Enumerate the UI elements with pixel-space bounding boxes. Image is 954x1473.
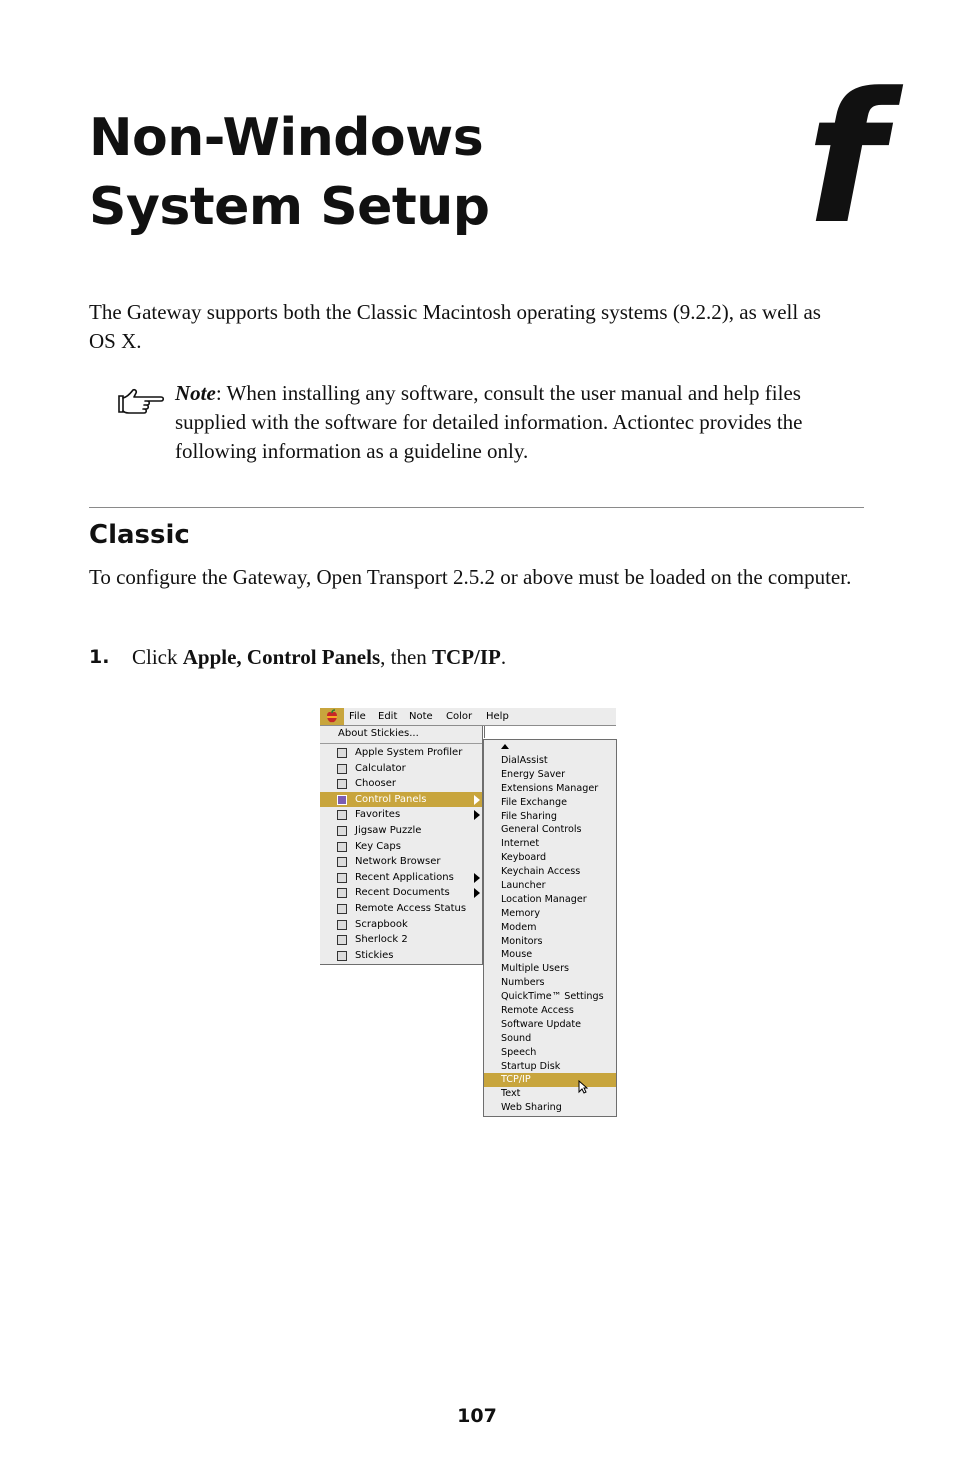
control-panel-software-update[interactable]	[484, 1018, 616, 1032]
menu-item-label: Chooser	[355, 778, 397, 790]
menu-item-label: Calculator	[355, 762, 406, 774]
control-panel-modem[interactable]	[484, 921, 616, 935]
control-panel-label: File Exchange	[501, 796, 567, 808]
control-panel-label: Text	[501, 1088, 521, 1100]
control-panel-label: Software Update	[501, 1018, 582, 1030]
menu-item-scrapbook[interactable]	[320, 917, 482, 933]
menu-item-label: Recent Documents	[355, 887, 450, 899]
control-panel-quicktime-settings[interactable]	[484, 990, 616, 1004]
calculator-icon	[337, 764, 347, 774]
menu-item-label: Remote Access Status	[355, 902, 467, 914]
step-bold-tcpip: TCP/IP	[432, 645, 501, 669]
profiler-icon	[337, 748, 347, 758]
menu-item-label: Network Browser	[355, 856, 441, 868]
menu-item-apple-system-profiler[interactable]	[320, 745, 482, 761]
pointing-hand-icon	[117, 388, 167, 416]
menu-item-stickies[interactable]	[320, 948, 482, 964]
favorites-icon	[337, 810, 347, 820]
puzzle-icon	[337, 826, 347, 836]
step-text-3: .	[500, 645, 507, 669]
control-panel-label: Extensions Manager	[501, 782, 599, 794]
control-panels-submenu	[483, 739, 617, 1117]
control-panel-dialassist[interactable]	[484, 754, 616, 768]
recent-docs-icon	[337, 888, 347, 898]
control-panel-label: Startup Disk	[501, 1060, 561, 1072]
network-browser-icon	[337, 857, 347, 867]
control-panel-label: General Controls	[501, 824, 582, 836]
menu-item-calculator[interactable]	[320, 761, 482, 777]
control-panel-label: Remote Access	[501, 1005, 574, 1017]
control-panel-tcp-ip[interactable]	[484, 1073, 616, 1087]
menubar-color[interactable]: Color	[446, 711, 473, 722]
note-paragraph	[175, 379, 815, 466]
control-panel-label: Energy Saver	[501, 768, 566, 780]
sherlock-icon	[337, 935, 347, 945]
mouse-cursor-icon	[578, 1080, 588, 1094]
control-panel-label: File Sharing	[501, 810, 557, 822]
control-panel-label: Keyboard	[501, 852, 547, 864]
chooser-icon	[337, 779, 347, 789]
menu-item-label: Apple System Profiler	[355, 747, 463, 758]
menu-item-about-stickies[interactable]: About Stickies...	[338, 728, 419, 739]
control-panel-web-sharing[interactable]	[484, 1101, 616, 1115]
control-panel-label: Memory	[501, 907, 541, 919]
control-panel-general-controls[interactable]	[484, 823, 616, 837]
menu-item-remote-access-status[interactable]	[320, 901, 482, 917]
menu-item-recent-applications[interactable]	[320, 870, 482, 886]
control-panel-label: Internet	[501, 838, 540, 850]
menubar-note[interactable]: Note	[409, 711, 433, 722]
section-body: To configure the Gateway, Open Transport 2.5.2 or above must be loaded on the computer.	[89, 565, 852, 589]
control-panels-icon	[337, 795, 347, 805]
menu-item-sherlock-2[interactable]	[320, 932, 482, 948]
control-panel-multiple-users[interactable]	[484, 962, 616, 976]
control-panel-label: Launcher	[501, 880, 546, 892]
control-panel-label: Web Sharing	[501, 1102, 562, 1114]
control-panels-items	[484, 754, 616, 1115]
control-panel-file-sharing[interactable]	[484, 810, 616, 824]
menubar-help[interactable]: Help	[486, 711, 509, 722]
page-number: 107	[457, 1405, 497, 1427]
menu-item-label: Sherlock 2	[355, 934, 408, 946]
submenu-arrow-icon	[474, 888, 480, 898]
apple-menu-dropdown	[320, 726, 483, 965]
control-panel-label: Modem	[501, 921, 537, 933]
menu-item-label: Jigsaw Puzzle	[355, 824, 422, 836]
control-panel-label: Keychain Access	[501, 866, 581, 878]
control-panel-text[interactable]	[484, 1087, 616, 1101]
control-panel-keychain-access[interactable]	[484, 865, 616, 879]
control-panel-label: Sound	[501, 1032, 532, 1044]
chapter-title-line-1: Non-Windows	[89, 108, 484, 168]
control-panel-label: QuickTime™ Settings	[501, 991, 604, 1003]
control-panel-label: TCP/IP	[501, 1074, 531, 1086]
step-instruction	[132, 643, 506, 672]
menu-separator	[320, 743, 482, 744]
scrapbook-icon	[337, 920, 347, 930]
step-number: 1.	[89, 646, 110, 668]
control-panel-memory[interactable]	[484, 907, 616, 921]
apple-logo-icon	[320, 708, 344, 725]
submenu-arrow-icon	[474, 810, 480, 820]
apple-menu-items	[320, 745, 482, 963]
menu-item-recent-documents[interactable]	[320, 885, 482, 901]
chapter-letter: f	[806, 55, 885, 264]
menu-item-label: Control Panels	[355, 793, 427, 805]
step-text-1: Click	[132, 645, 183, 669]
chapter-title-line-2: System Setup	[89, 177, 490, 237]
control-panel-extensions-manager[interactable]	[484, 782, 616, 796]
submenu-arrow-icon	[474, 795, 480, 805]
control-panel-label: Monitors	[501, 935, 543, 947]
remote-access-icon	[337, 904, 347, 914]
menu-item-control-panels[interactable]	[320, 792, 482, 808]
control-panel-label: DialAssist	[501, 755, 548, 766]
menu-item-favorites[interactable]	[320, 807, 482, 823]
menu-item-label: Stickies	[355, 949, 394, 961]
control-panel-file-exchange[interactable]	[484, 796, 616, 810]
section-heading-classic: Classic	[89, 520, 190, 550]
control-panel-label: Mouse	[501, 949, 533, 961]
step-bold-apple-control-panels: Apple, Control Panels	[182, 645, 381, 669]
control-panel-internet[interactable]	[484, 837, 616, 851]
apple-menu-button[interactable]	[320, 708, 344, 725]
mac-menu-screenshot	[320, 708, 616, 1116]
mac-menubar	[320, 708, 616, 726]
scroll-up-arrow-icon[interactable]	[501, 744, 509, 749]
key-caps-icon	[337, 842, 347, 852]
control-panel-label: Speech	[501, 1046, 537, 1058]
submenu-arrow-icon	[474, 873, 480, 883]
menu-item-key-caps[interactable]	[320, 839, 482, 855]
control-panel-speech[interactable]	[484, 1046, 616, 1060]
recent-apps-icon	[337, 873, 347, 883]
control-panel-launcher[interactable]	[484, 879, 616, 893]
menu-item-jigsaw-puzzle[interactable]	[320, 823, 482, 839]
menu-item-chooser[interactable]	[320, 776, 482, 792]
control-panel-energy-saver[interactable]	[484, 768, 616, 782]
step-text-2: , then	[380, 645, 433, 669]
menu-item-network-browser[interactable]	[320, 854, 482, 870]
control-panel-startup-disk[interactable]	[484, 1060, 616, 1074]
control-panel-label: Numbers	[501, 977, 545, 989]
note-label: Note	[175, 381, 216, 405]
menu-item-label: Favorites	[355, 809, 401, 821]
menu-item-label: Key Caps	[355, 840, 401, 852]
intro-paragraph: The Gateway supports both the Classic Macintosh operating systems (9.2.2), as well as OS X.	[89, 300, 821, 353]
control-panel-monitors[interactable]	[484, 935, 616, 949]
control-panel-sound[interactable]	[484, 1032, 616, 1046]
control-panel-remote-access[interactable]	[484, 1004, 616, 1018]
control-panel-numbers[interactable]	[484, 976, 616, 990]
chapter-title	[89, 104, 490, 242]
control-panel-label: Location Manager	[501, 893, 587, 905]
control-panel-location-manager[interactable]	[484, 893, 616, 907]
control-panel-keyboard[interactable]	[484, 851, 616, 865]
note-text: : When installing any software, consult the user manual and help files supplied with the software for detailed information. Actiontec provides the following information as a guideline only.	[175, 381, 803, 463]
menu-item-label: Recent Applications	[355, 871, 454, 883]
menu-item-label: Scrapbook	[355, 918, 408, 930]
stickies-icon	[337, 951, 347, 961]
menubar-file[interactable]: File	[349, 711, 366, 722]
control-panel-mouse[interactable]	[484, 948, 616, 962]
control-panel-label: Multiple Users	[501, 963, 570, 975]
menubar-edit[interactable]: Edit	[378, 711, 398, 722]
submenu-gap	[484, 726, 617, 738]
section-divider	[89, 507, 864, 508]
